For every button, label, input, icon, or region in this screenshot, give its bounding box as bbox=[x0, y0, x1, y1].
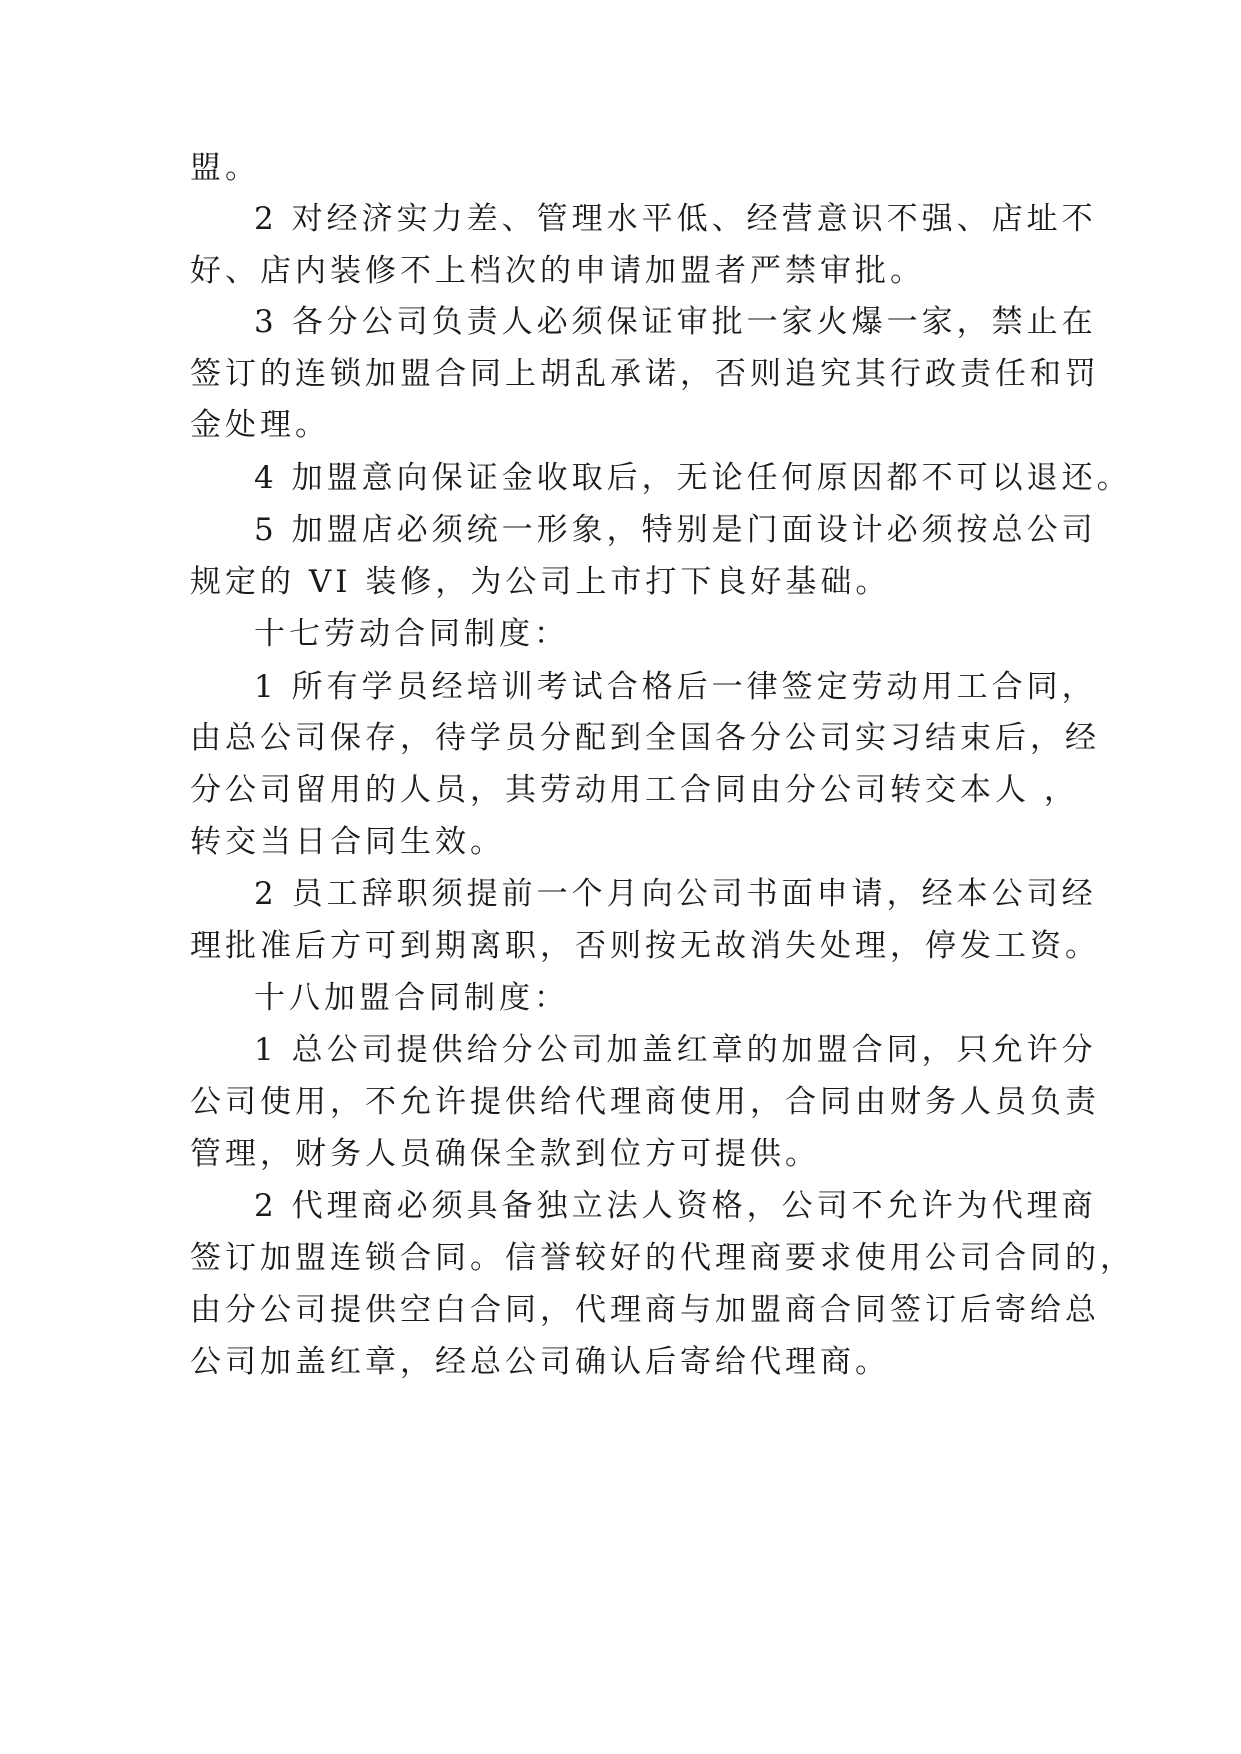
text-line: 由分公司提供空白合同，代理商与加盟商合同签订后寄给总 bbox=[190, 1292, 1100, 1328]
text-line: 由总公司保存，待学员分配到全国各分公司实习结束后，经 bbox=[190, 720, 1100, 756]
text-line: 签订的连锁加盟合同上胡乱承诺，否则追究其行政责任和罚 bbox=[190, 356, 1100, 392]
section-heading: 十七劳动合同制度： bbox=[254, 616, 569, 652]
text-line: 签订加盟连锁合同。信誉较好的代理商要求使用公司合同的， bbox=[190, 1240, 1135, 1276]
text-line: 2 对经济实力差、管理水平低、经营意识不强、店址不 bbox=[254, 201, 1097, 237]
text-line: 公司加盖红章，经总公司确认后寄给代理商。 bbox=[190, 1344, 890, 1380]
text-line: 好、店内装修不上档次的申请加盟者严禁审批。 bbox=[190, 253, 925, 289]
text-line: 管理，财务人员确保全款到位方可提供。 bbox=[190, 1136, 820, 1172]
text-line: 分公司留用的人员，其劳动用工合同由分公司转交本人 ， bbox=[190, 772, 1079, 808]
text-line: 3 各分公司负责人必须保证审批一家火爆一家，禁止在 bbox=[254, 304, 1097, 340]
text-line: 1 所有学员经培训考试合格后一律签定劳动用工合同， bbox=[254, 669, 1097, 705]
section-heading: 十八加盟合同制度： bbox=[254, 980, 569, 1016]
text-line: 1 总公司提供给分公司加盖红章的加盟合同，只允许分 bbox=[254, 1032, 1097, 1068]
text-line: 公司使用，不允许提供给代理商使用，合同由财务人员负责 bbox=[190, 1084, 1100, 1120]
text-line: 金处理。 bbox=[190, 407, 330, 443]
text-line: 2 代理商必须具备独立法人资格，公司不允许为代理商 bbox=[254, 1188, 1097, 1224]
text-line: 5 加盟店必须统一形象，特别是门面设计必须按总公司 bbox=[254, 512, 1097, 548]
text-line: 2 员工辞职须提前一个月向公司书面申请，经本公司经 bbox=[254, 876, 1097, 912]
text-line: 规定的 VI 装修，为公司上市打下良好基础。 bbox=[190, 564, 891, 600]
text-line: 盟。 bbox=[190, 150, 260, 186]
text-line: 理批准后方可到期离职，否则按无故消失处理，停发工资。 bbox=[190, 928, 1100, 964]
text-line: 4 加盟意向保证金收取后，无论任何原因都不可以退还。 bbox=[254, 460, 1132, 496]
text-line: 转交当日合同生效。 bbox=[190, 824, 505, 860]
